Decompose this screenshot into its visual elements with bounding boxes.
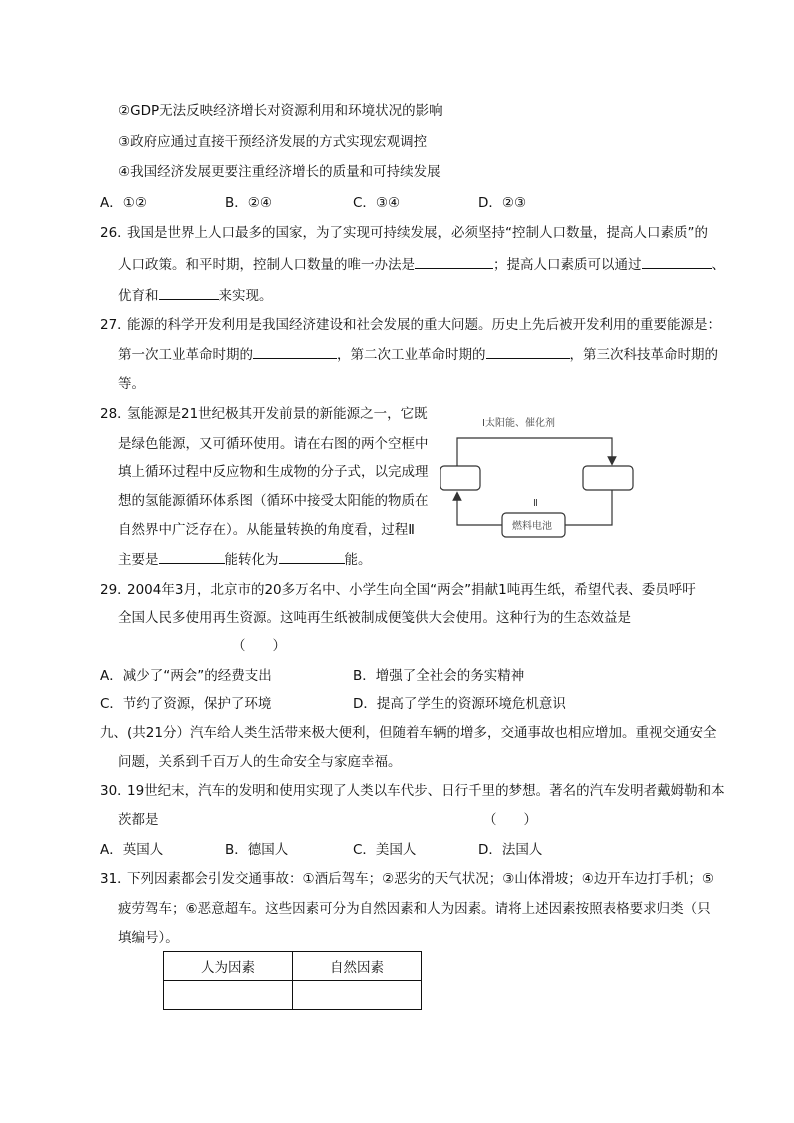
answer-blank[interactable] [159,549,225,564]
cycle-arrow-top [457,438,612,466]
answer-blank[interactable] [279,549,345,564]
section-9-line-1: 九、(共21分）汽车给人类生活带来极大便利，但随着车辆的增多，交通事故也相应增加。重视交通安全 [100,725,717,741]
q27-text: ，第二次工业革命时期的 [337,347,486,363]
table-header-human: 人为因素 [164,952,293,981]
q28-text: 能转化为 [224,552,279,568]
q25-option-c: C．③④ [353,195,401,211]
q29-line-2: 全国人民多使用再生资源。这吨再生纸被制成便笺供大会使用。这种行为的生态效益是 [118,610,631,626]
q30-option-d: D．法国人 [478,842,543,858]
q26-text: 、 [711,257,725,273]
q28-line-6 [118,549,372,570]
statement-3: ③政府应通过直接干预经济发展的方式实现宏观调控 [118,134,428,150]
answer-blank[interactable] [486,344,570,359]
q28-text: 能。 [344,552,372,568]
statement-4: ④我国经济发展更要注重经济增长的质量和可持续发展 [118,164,441,180]
q27-text: 第一次工业革命时期的 [118,347,253,363]
q26-text: 人口政策。和平时期，控制人口数量的唯一办法是 [118,257,415,273]
q30-option-b: B．德国人 [225,842,289,858]
q26-line-3 [118,285,273,306]
table-header-natural: 自然因素 [293,952,422,981]
hydrogen-cycle-diagram [440,408,645,548]
q30-line-1: 19世纪末，汽车的发明和使用实现了人类以车代步、日行千里的梦想。著名的汽车发明者戴姆勒和本 [127,783,725,799]
section-9-line-2: 问题，关系到千百万人的生命安全与家庭幸福。 [118,754,402,770]
answer-blank[interactable] [642,254,712,269]
q26-text: 来实现。 [218,288,273,304]
diagram-process-2-label: Ⅱ [533,498,538,509]
q28-line-1: 氢能源是21世纪极其开发前景的新能源之一，它既 [127,406,428,422]
q29-option-d: D．提高了学生的资源环境危机意识 [353,696,566,712]
blank-box-left[interactable] [440,466,480,490]
q27-line-1: 能源的科学开发利用是我国经济建设和社会发展的重大问题。历史上先后被开发利用的重要能源是： [127,317,721,333]
q25-option-d: D．②③ [478,195,527,211]
q27-line-2 [118,344,718,365]
q29-number: 29． [100,582,131,598]
factor-table [163,951,422,1010]
q26-number: 26． [100,225,131,241]
q26-text: 优育和 [118,288,159,304]
q29-option-b: B．增强了全社会的务实精神 [353,668,525,684]
q28-text: 主要是 [118,552,159,568]
q28-line-3: 填上循环过程中反应物和生成物的分子式，以完成理 [118,464,429,480]
answer-blank[interactable] [159,285,219,300]
q31-line-3: 填编号）。 [118,930,179,946]
blank-box-right[interactable] [583,466,633,490]
diagram-process-1-label: Ⅰ太阳能、催化剂 [482,418,555,429]
q31-line-2: 疲劳驾车；⑥恶意超车。这些因素可分为自然因素和人为因素。请将上述因素按照表格要求归类（只 [118,901,711,917]
q28-number: 28． [100,406,131,422]
answer-blank[interactable] [253,344,337,359]
table-cell-natural-answer[interactable] [293,981,422,1010]
q31-number: 31． [100,871,131,887]
q29-line-1: 2004年3月，北京市的20多万名中、小学生向全国“两会”捐献1吨再生纸，希望代表、委员呼吁 [127,582,696,598]
q26-text: ；提高人口素质可以通过 [493,257,642,273]
q25-option-b: B．②④ [225,195,272,211]
q27-text: ，第三次科技革命时期的 [569,347,718,363]
q27-number: 27． [100,317,131,333]
q29-answer-paren[interactable]: （ ） [232,638,286,654]
q28-line-2: 是绿色能源，又可循环使用。请在右图的两个空框中 [118,436,429,452]
q26-line-1: 我国是世界上人口最多的国家，为了实现可持续发展，必须坚持“控制人口数量，提高人口素质”的 [127,225,708,241]
fuel-cell-label: 燃料电池 [512,521,552,532]
q26-line-2 [118,254,725,275]
table-cell-human-answer[interactable] [164,981,293,1010]
q30-number: 30． [100,783,131,799]
q28-line-4: 想的氢能源循环体系图（循环中接受太阳能的物质在 [118,493,429,509]
q30-option-a: A．英国人 [100,842,164,858]
cycle-arrow-bottom-right [565,490,612,525]
q30-answer-paren[interactable]: （ ） [483,812,537,828]
q27-line-3: 等。 [118,376,145,392]
q29-option-a: A．减少了“两会”的经费支出 [100,668,272,684]
cycle-arrow-bottom-left [457,496,502,525]
q28-line-5: 自然界中广泛存在）。从能量转换的角度看，过程Ⅱ [118,522,415,538]
q30-option-c: C．美国人 [353,842,417,858]
statement-2: ②GDP无法反映经济增长对资源利用和环境状况的影响 [118,103,443,119]
q29-option-c: C．节约了资源，保护了环境 [100,696,272,712]
q31-line-1: 下列因素都会引发交通事故：①酒后驾车；②恶劣的天气状况；③山体滑坡；④边开车边打手机；⑤ [127,871,715,887]
q25-option-a: A．①② [100,195,147,211]
q30-line-2: 茨都是 [118,812,159,828]
answer-blank[interactable] [415,254,493,269]
